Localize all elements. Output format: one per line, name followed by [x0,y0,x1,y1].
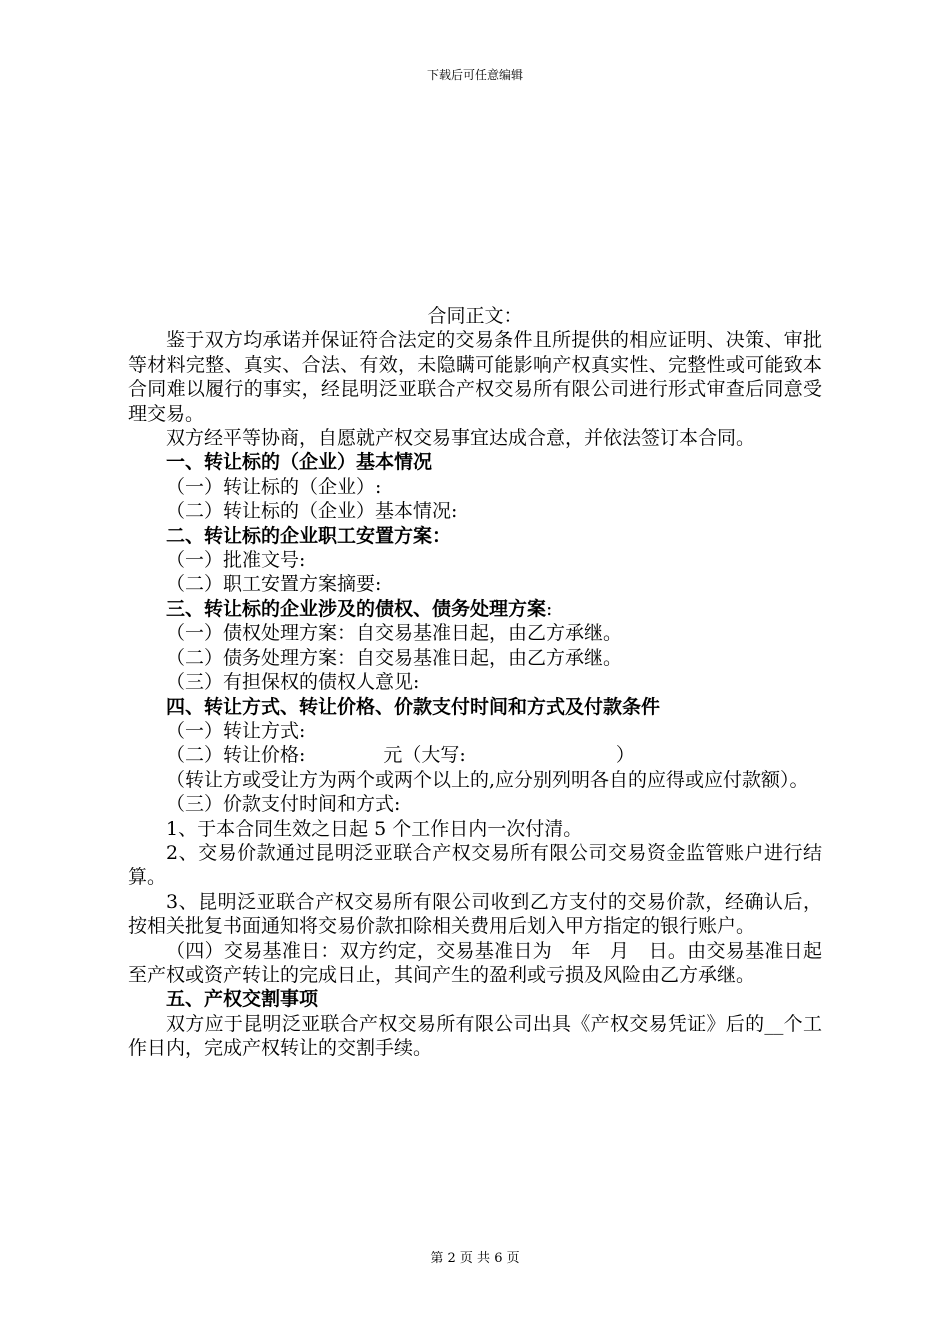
section-4-heading: 四、转让方式、转让价格、价款支付时间和方式及付款条件 [166,695,661,718]
section-3-colon: : [546,597,553,620]
section-1-item-1: （一）转让标的（企业）: [166,475,382,498]
payment-clause-2: 2、交易价款通过昆明泛亚联合产权交易所有限公司交易资金监管账户进行结算。 [128,841,822,889]
section-2-heading: 二、转让标的企业职工安置方案： [166,524,452,547]
section-5-heading: 五、产权交割事项 [166,988,319,1011]
section-3-item-2: （二）债务处理方案：自交易基准日起，由乙方承继。 [166,646,623,669]
section-1-heading: 一、转让标的（企业）基本情况 [166,451,433,474]
page-footer: 第 2 页 共 6 页 [430,1251,520,1266]
contract-title: 合同正文： [427,305,523,327]
intro-paragraph-2: 双方经平等协商，自愿就产权交易事宜达成合意，并依法签订本合同。 [166,427,756,450]
section-2-item-1: （一）批准文号: [166,549,306,572]
section-3-item-1: （一）债权处理方案：自交易基准日起，由乙方承继。 [166,622,623,645]
transfer-price-capital-label: 元（大写: [383,744,466,767]
section-3-heading-line [128,597,822,621]
page-header: 下载后可任意编辑 [426,68,523,82]
transfer-price-label: （二）转让价格: [166,744,306,767]
section-4-item-4: （四）交易基准日：双方约定，交易基准日为 年 月 日。由交易基准日起至产权或资产转让的完成日止，其间产生的盈利或亏损及风险由乙方承继。 [128,939,822,986]
section-2-item-2: （二）职工安置方案摘要: [166,573,382,596]
section-4-item-1: （一）转让方式: [166,719,306,742]
intro-paragraph-1: 鉴于双方均承诺并保证符合法定的交易条件且所提供的相应证明、决策、审批等材料完整、真实、合法、有效，未隐瞒可能影响产权真实性、完整性或可能致本合同难以履行的事实，经昆明泛亚联合产权交易所有限公司进行形式审查后同意受理交易。 [128,329,822,425]
transfer-price-close-paren: ） [615,744,635,767]
section-3-heading: 三、转让标的企业涉及的债权、债务处理方案 [166,597,547,620]
contract-body [128,304,822,1061]
payment-clause-1: 1、于本合同生效之日起 5 个工作日内一次付清。 [166,817,583,840]
section-1-item-2: （二）转让标的（企业）基本情况: [166,500,458,523]
section-4-item-3: （三）价款支付时间和方式: [166,793,401,816]
section-5-item-1: 双方应于昆明泛亚联合产权交易所有限公司出具《产权交易凭证》后的__个工作日内，完成产权转让的交割手续。 [128,1012,822,1060]
section-3-item-3: （三）有担保权的债权人意见: [166,671,420,694]
payment-clause-3: 3、昆明泛亚联合产权交易所有限公司收到乙方支付的交易价款，经确认后，按相关批复书面通知将交易价款扣除相关费用后划入甲方指定的银行账户。 [128,890,822,938]
section-4-note: （转让方或受让方为两个或两个以上的,应分别列明各自的应得或应付款额）。 [166,768,809,791]
section-4-item-2 [128,743,822,767]
